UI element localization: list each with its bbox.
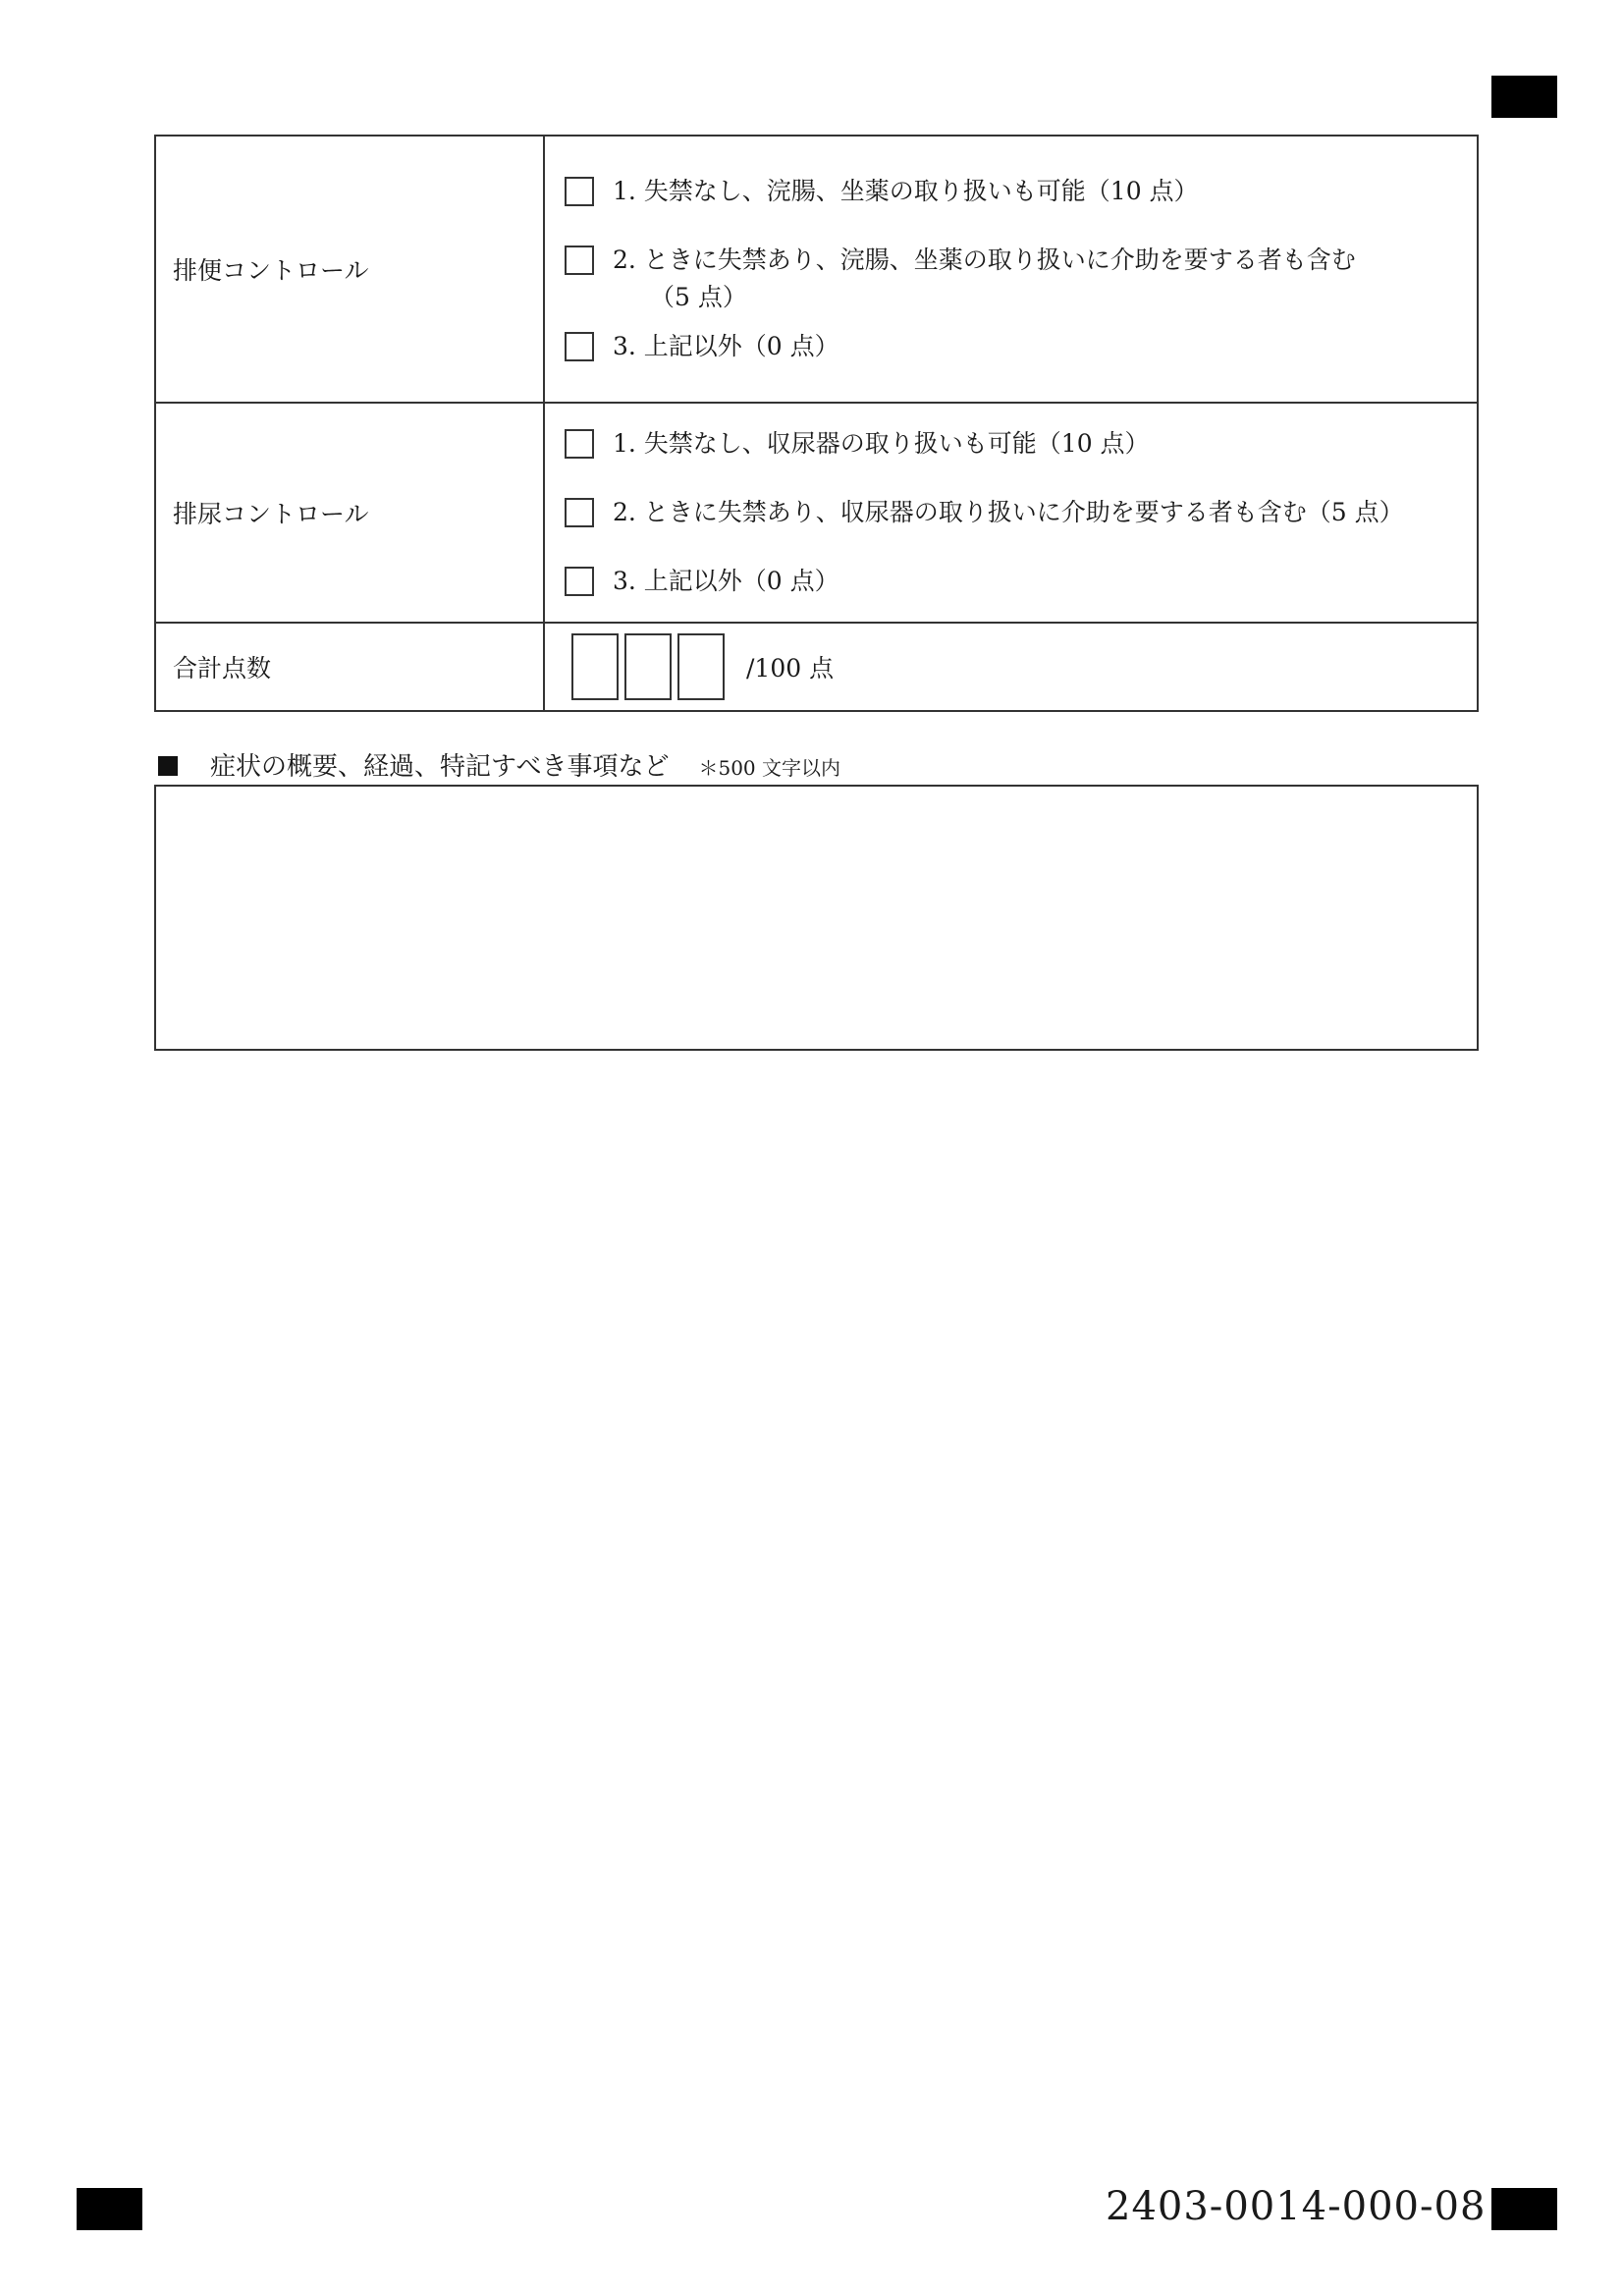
bowel-option-3-text: 3. 上記以外（0 点） (613, 332, 839, 360)
urine-option-3-text: 3. 上記以外（0 点） (613, 567, 839, 595)
bowel-option-1-checkbox[interactable] (565, 177, 594, 206)
urine-option-1-text: 1. 失禁なし、収尿器の取り扱いも可能（10 点） (613, 429, 1150, 458)
score-max-suffix: /100 点 (746, 654, 835, 683)
bowel-control-options (544, 136, 1478, 403)
bowel-option-1-text: 1. 失禁なし、浣腸、坐薬の取り扱いも可能（10 点） (613, 177, 1199, 205)
summary-char-limit-note: ＊500 文字以内 (698, 756, 841, 780)
urine-control-label: 排尿コントロール (155, 403, 544, 623)
urine-option-3-checkbox[interactable] (565, 567, 594, 596)
assessment-table (154, 135, 1479, 712)
summary-heading (158, 746, 840, 783)
bowel-option-2-continued: （5 点） (650, 283, 747, 311)
bowel-control-row (155, 136, 1478, 403)
urine-control-options (544, 403, 1478, 623)
bowel-option-2[interactable] (565, 237, 1477, 284)
registration-mark-bottom-right (1491, 2188, 1557, 2230)
urine-option-2-text: 2. ときに失禁あり、収尿器の取り扱いに介助を要する者も含む（5 点） (613, 498, 1404, 526)
summary-textarea[interactable] (154, 785, 1479, 1051)
urine-option-2-checkbox[interactable] (565, 498, 594, 527)
bowel-option-2-text: 2. ときに失禁あり、浣腸、坐薬の取り扱いに介助を要する者も含む (613, 246, 1356, 274)
bowel-option-2-checkbox[interactable] (565, 246, 594, 275)
score-digit-tens[interactable] (624, 633, 672, 700)
summary-heading-text: 症状の概要、経過、特記すべき事項など (210, 752, 670, 782)
registration-mark-bottom-left (77, 2188, 142, 2230)
score-digit-ones[interactable] (677, 633, 725, 700)
document-code: 2403-0014-000-08 (1106, 2184, 1487, 2229)
urine-control-row (155, 403, 1478, 623)
bowel-option-3-checkbox[interactable] (565, 332, 594, 361)
urine-option-1[interactable] (565, 420, 1477, 467)
score-digit-hundreds[interactable] (571, 633, 619, 700)
urine-option-2[interactable] (565, 489, 1477, 536)
urine-option-3[interactable] (565, 558, 1477, 605)
registration-mark-top-right (1491, 76, 1557, 118)
bowel-option-1[interactable] (565, 168, 1477, 215)
total-score-label: 合計点数 (155, 623, 544, 711)
total-score-row (155, 623, 1478, 711)
total-score-entry (571, 633, 1477, 700)
black-square-bullet-icon (158, 756, 178, 776)
urine-option-1-checkbox[interactable] (565, 429, 594, 459)
bowel-option-3[interactable] (565, 323, 1477, 370)
total-score-cell (544, 623, 1478, 711)
bowel-control-label: 排便コントロール (155, 136, 544, 403)
